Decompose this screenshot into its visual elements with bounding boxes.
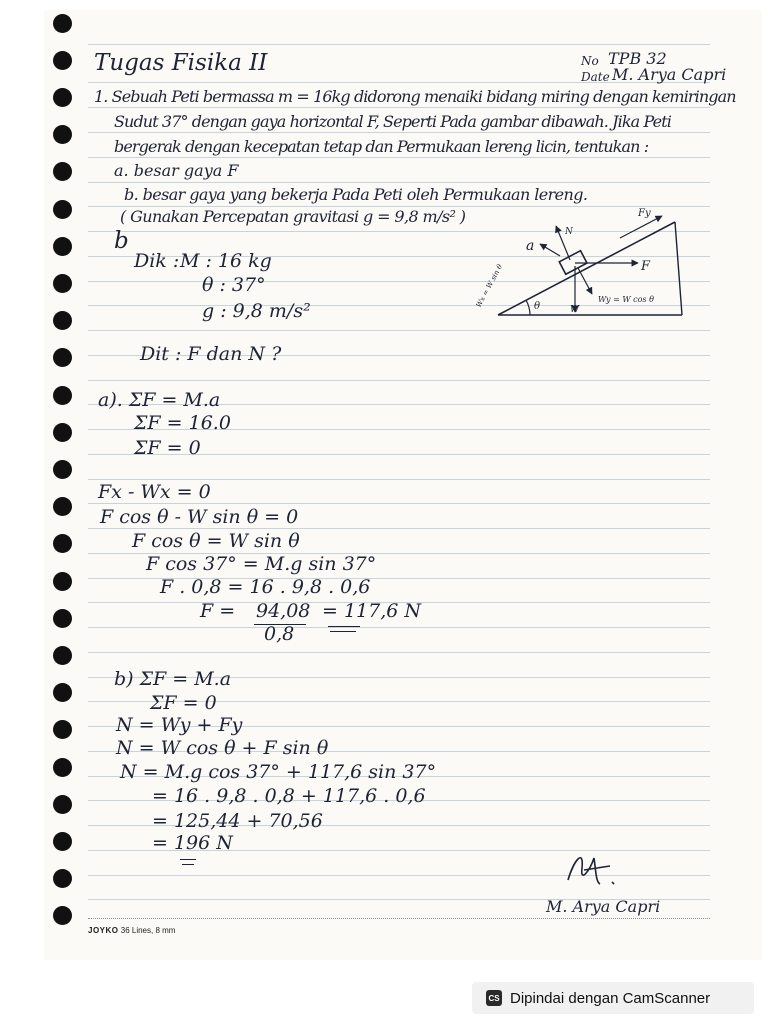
signature-mark <box>560 840 620 900</box>
problem-line-2: Sudut 37° dengan gaya horizontal F, Seperti Pada gambar dibawah. Jika Peti <box>114 112 671 131</box>
ruled-line <box>88 132 710 133</box>
binder-hole <box>53 609 72 628</box>
result-underline <box>328 626 360 627</box>
sol-a-line-1: a). ΣF = M.a <box>98 389 221 411</box>
problem-line-3: bergerak dengan kecepatan tetap dan Permukaan lereng licin, tentukan : <box>114 137 649 156</box>
ruled-line <box>88 380 710 381</box>
ruled-line <box>88 330 710 331</box>
binder-hole <box>53 572 72 591</box>
camscanner-watermark <box>472 982 754 1014</box>
angle-arc <box>526 300 530 315</box>
sol-a-result: = 117,6 N <box>322 600 422 622</box>
sol-a-numerator: 94,08 <box>256 600 311 622</box>
sol-b-line-8: = 196 N <box>152 832 233 854</box>
ruled-line <box>88 107 710 108</box>
paper-spec: 36 Lines, 8 mm <box>120 926 176 935</box>
result-underline <box>330 631 356 632</box>
ruled-line <box>88 627 710 628</box>
given-angle: θ : 37° <box>202 274 266 296</box>
sol-a-line-4: Fx - Wx = 0 <box>98 481 211 503</box>
sol-b-line-4: N = W cos θ + F sin θ <box>116 737 329 759</box>
binder-hole <box>53 758 72 777</box>
binder-hole <box>53 683 72 702</box>
incline-side <box>675 222 682 315</box>
ruled-line <box>88 918 710 919</box>
binder-hole <box>53 125 72 144</box>
binder-hole <box>53 274 72 293</box>
diagram-label-f: F <box>641 259 651 274</box>
arrow-a <box>540 244 560 256</box>
arrow-wy <box>578 268 592 294</box>
paper-brand <box>88 926 175 935</box>
diagram-label-fy: Fy <box>638 208 651 219</box>
binder-hole <box>53 646 72 665</box>
binder-hole <box>53 51 72 70</box>
binder-hole <box>53 795 72 814</box>
binder-hole <box>53 460 72 479</box>
sol-a-line-2: ΣF = 16.0 <box>134 412 231 434</box>
sol-a-line-6: F cos θ = W sin θ <box>132 530 300 552</box>
date-label: Date <box>581 70 610 84</box>
no-label: No <box>581 54 599 68</box>
ruled-line <box>88 503 710 504</box>
asked: Dit : F dan N ? <box>140 343 282 365</box>
ruled-line <box>88 479 710 480</box>
camscanner-logo-icon: CS <box>486 990 502 1006</box>
result-underline <box>182 864 194 865</box>
diagram-label-w: W <box>570 305 580 315</box>
binder-hole <box>53 88 72 107</box>
binder-hole <box>53 720 72 739</box>
ruled-line <box>88 528 710 529</box>
binder-hole <box>53 869 72 888</box>
signature-name: M. Arya Capri <box>546 897 661 916</box>
problem-part-b: b. besar gaya yang bekerja Pada Peti oleh Permukaan lereng. <box>124 185 588 204</box>
diagram-label-wx: Wx = W sin θ <box>474 263 505 309</box>
binder-hole <box>53 423 72 442</box>
arrow-fy <box>620 216 662 238</box>
ruled-line <box>88 652 710 653</box>
sol-a-lhs: F = <box>200 600 236 622</box>
sol-a-line-7: F cos 37° = M.g sin 37° <box>146 553 377 575</box>
binder-hole <box>53 348 72 367</box>
binder-hole <box>53 386 72 405</box>
sol-b-line-6: = 16 . 9,8 . 0,8 + 117,6 . 0,6 <box>152 785 426 807</box>
binder-hole <box>53 311 72 330</box>
sol-b-line-3: N = Wy + Fy <box>116 714 243 736</box>
given-gravity: g : 9,8 m/s² <box>202 300 311 322</box>
binder-hole <box>53 200 72 219</box>
binder-hole <box>53 534 72 553</box>
binder-hole <box>53 162 72 181</box>
diagram-label-theta: θ <box>534 301 541 312</box>
ruled-line <box>88 157 710 158</box>
no-value: TPB 32 <box>608 49 667 68</box>
diagram-label-wy: Wy = W cos θ <box>598 295 654 304</box>
ruled-line <box>88 44 710 45</box>
binder-hole <box>53 14 72 33</box>
result-underline <box>180 859 196 860</box>
given-label: Dik : <box>134 250 180 272</box>
sol-b-line-5: N = M.g cos 37° + 117,6 sin 37° <box>120 761 437 783</box>
paper-brand-name: JOYKO <box>88 926 119 935</box>
sol-b-line-7: = 125,44 + 70,56 <box>152 810 323 832</box>
page-title: Tugas Fisika II <box>94 50 268 76</box>
sol-b-line-1: b) ΣF = M.a <box>114 668 232 690</box>
problem-note: ( Gunakan Percepatan gravitasi g = 9,8 m/s² ) <box>120 207 466 226</box>
ruled-line <box>88 182 710 183</box>
binder-hole <box>53 832 72 851</box>
date-value: M. Arya Capri <box>612 65 727 84</box>
binder-hole <box>53 906 72 925</box>
sol-a-denominator: 0,8 <box>264 623 295 645</box>
binder-hole <box>53 237 72 256</box>
problem-line-1: 1. Sebuah Peti bermassa m = 16kg didorong menaiki bidang miring dengan kemiringan <box>94 87 736 106</box>
sol-a-line-5: F cos θ - W sin θ = 0 <box>100 506 299 528</box>
diagram-label-n: N <box>565 227 573 237</box>
given-mass: M : 16 kg <box>180 250 272 272</box>
sol-a-line-8: F . 0,8 = 16 . 9,8 . 0,6 <box>160 576 371 598</box>
diagram-label-a: a <box>526 238 535 254</box>
incline-diagram <box>470 208 690 328</box>
sol-a-line-3: ΣF = 0 <box>134 437 201 459</box>
given-marker: b <box>114 228 129 254</box>
problem-part-a: a. besar gaya F <box>114 161 239 180</box>
sol-b-line-2: ΣF = 0 <box>150 692 217 714</box>
binder-hole <box>53 497 72 516</box>
camscanner-text: Dipindai dengan CamScanner <box>510 989 711 1007</box>
